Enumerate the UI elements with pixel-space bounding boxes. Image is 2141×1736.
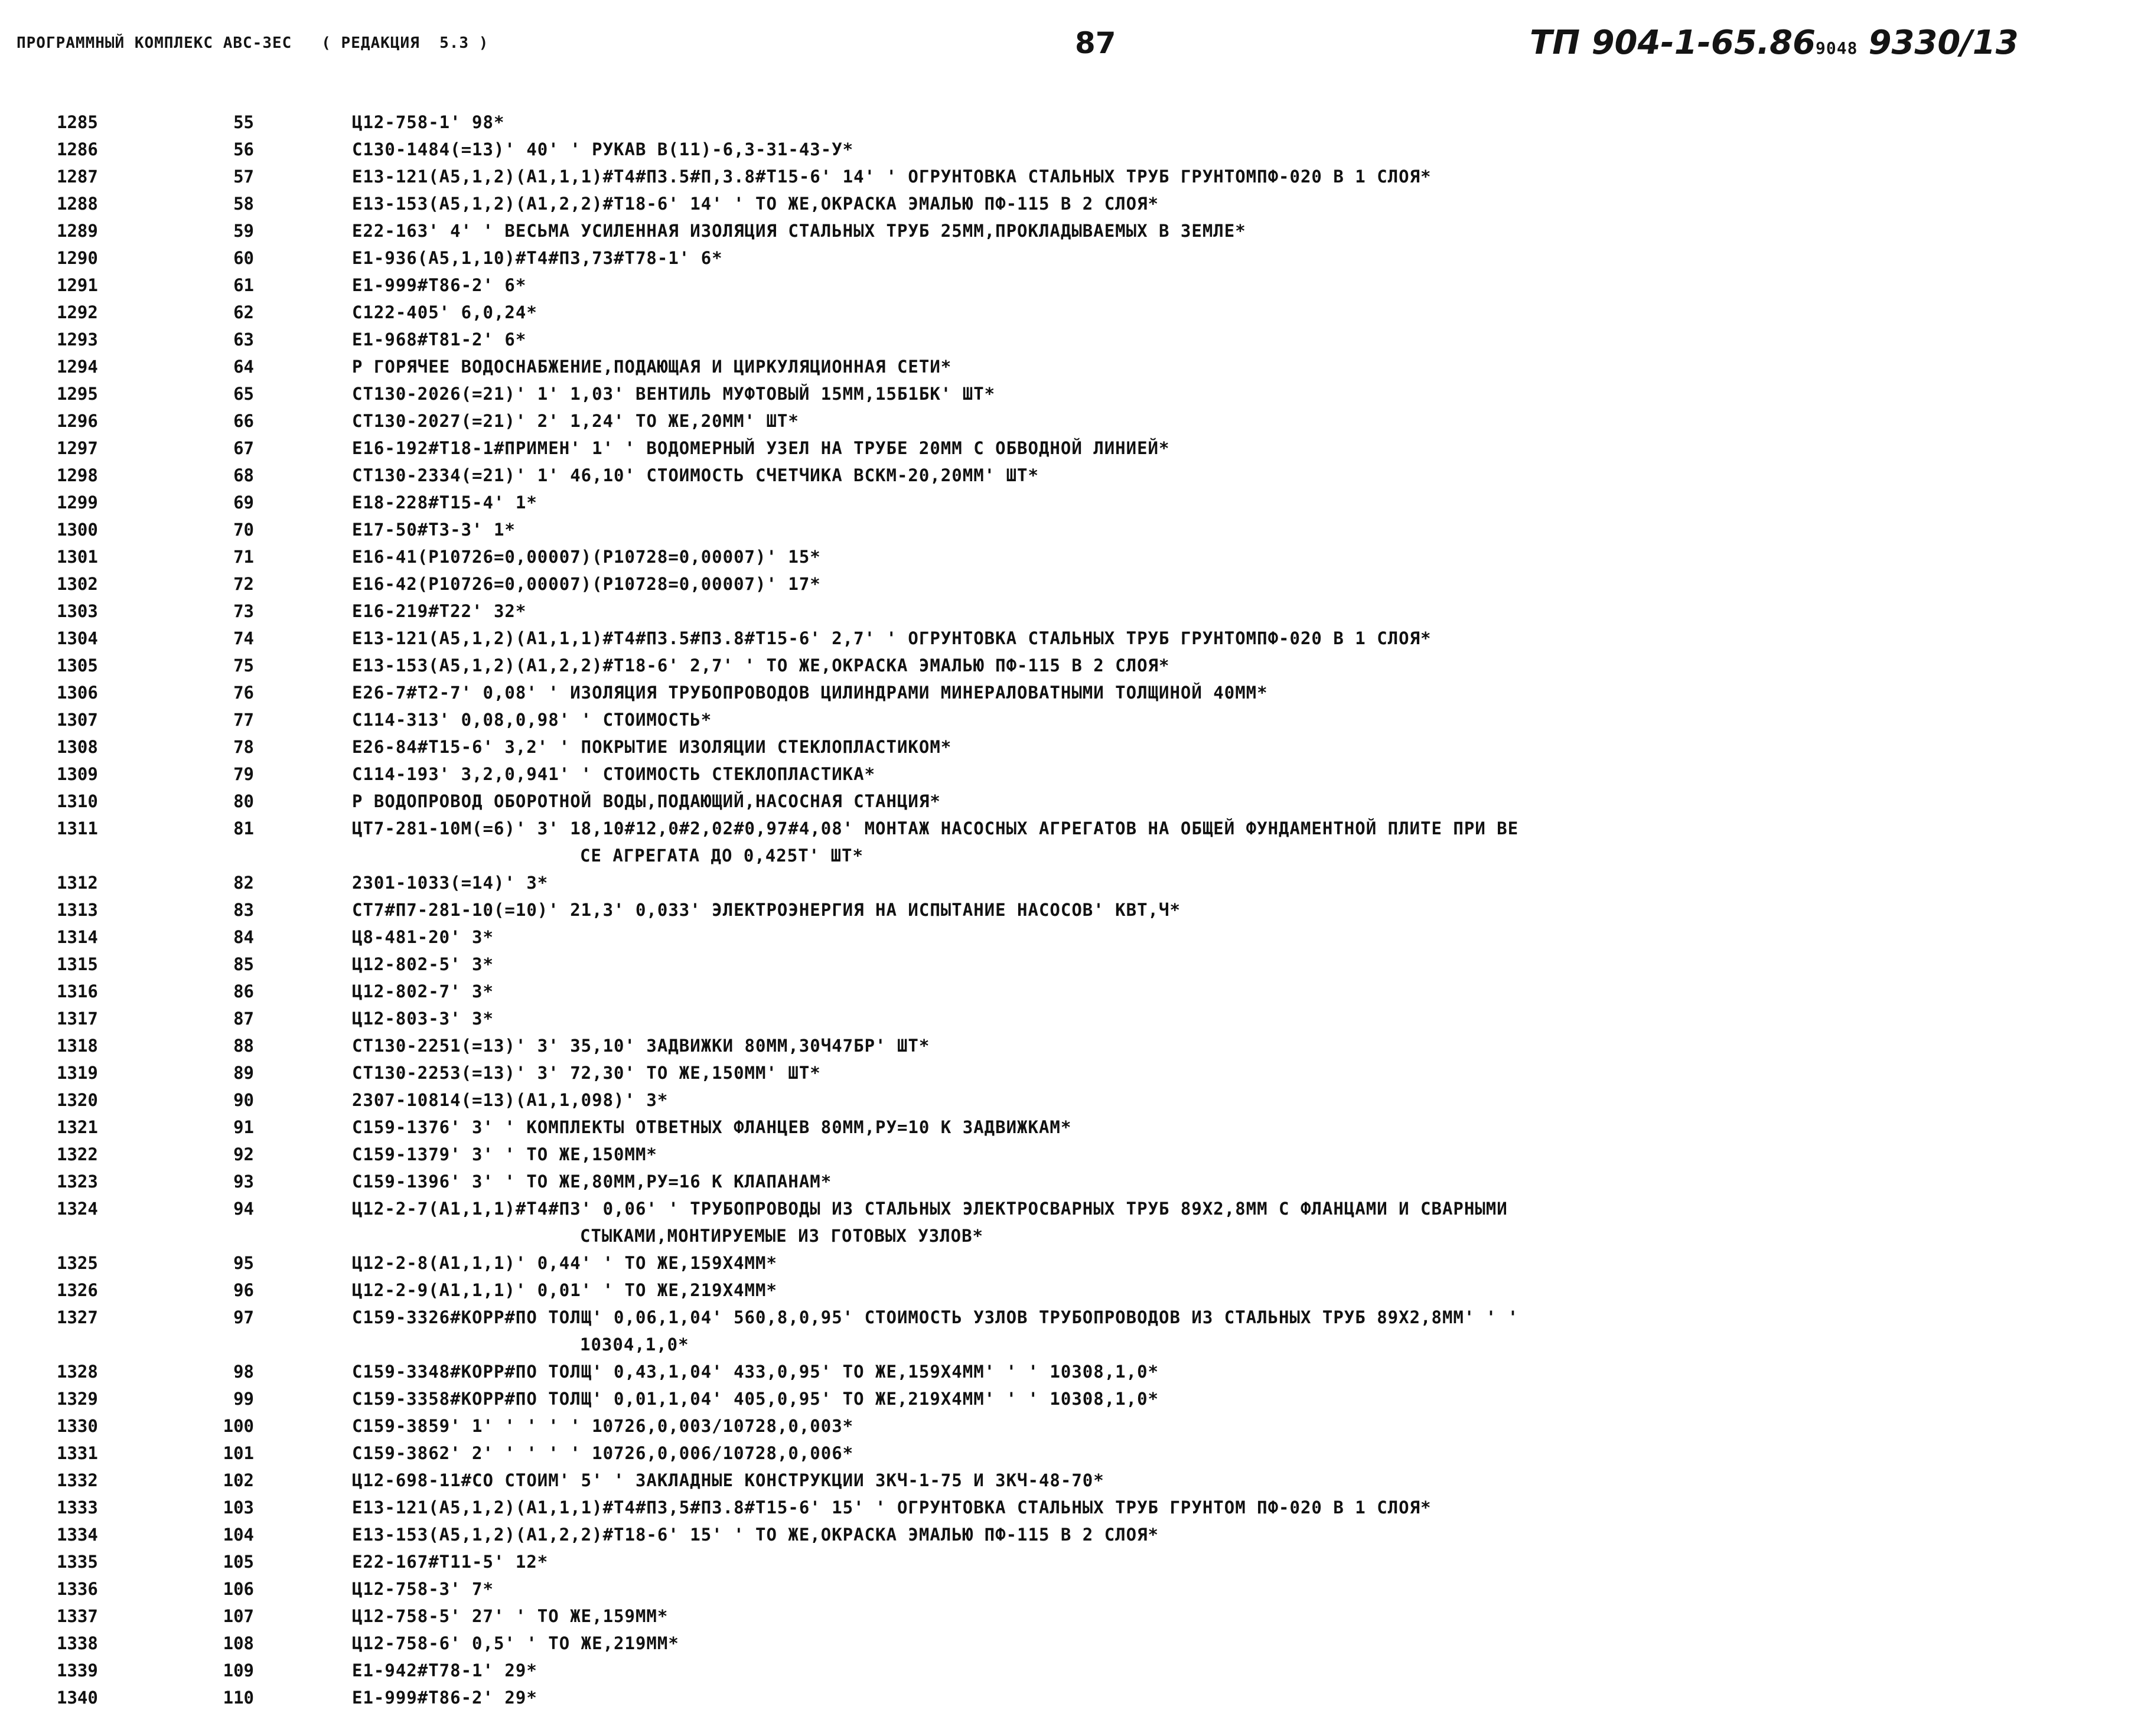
line-number: 1296 — [57, 411, 98, 431]
sequence-number: 67 — [233, 438, 254, 458]
statement-line: Е1-968#Т81-2' 6* — [352, 329, 527, 350]
line-number: 1295 — [57, 384, 98, 404]
statement-line: Е13-121(А5,1,2)(А1,1,1)#Т4#П3,5#П3.8#Т15-6' 15' ' ОГРУНТОВКА СТАЛЬНЫХ ТРУБ ГРУНТОМ ПФ-020 В 1 СЛОЯ* — [352, 1497, 1432, 1518]
statement-line: С114-313' 0,08,0,98' ' СТОИМОСТЬ* — [352, 710, 712, 730]
statement-line: С159-3862' 2' ' ' ' ' 10726,0,006/10728,0,006* — [352, 1443, 854, 1463]
sequence-number: 61 — [233, 275, 254, 295]
listing-row — [0, 516, 2141, 543]
listing-row — [0, 244, 2141, 272]
listing-row — [0, 598, 2141, 625]
doc-code: 9048 — [1816, 38, 1858, 58]
listing-row — [0, 761, 2141, 788]
statement-line: Ц12-802-7' 3* — [352, 981, 494, 1001]
statement-continuation: СТЫКАМИ,МОНТИРУЕМЫЕ ИЗ ГОТОВЫХ УЗЛОВ* — [580, 1226, 984, 1246]
line-number: 1335 — [57, 1552, 98, 1572]
listing-row — [0, 706, 2141, 733]
statement-text — [352, 679, 2130, 706]
listing-row — [0, 896, 2141, 924]
sequence-number: 68 — [233, 465, 254, 485]
statement-text — [352, 733, 2130, 761]
line-number: 1299 — [57, 492, 98, 513]
line-number: 1286 — [57, 139, 98, 159]
listing-row — [0, 1603, 2141, 1630]
listing-row — [0, 733, 2141, 761]
statement-line: Е26-84#Т15-6' 3,2' ' ПОКРЫТИЕ ИЗОЛЯЦИИ СТЕКЛОПЛАСТИКОМ* — [352, 737, 952, 757]
line-number: 1312 — [57, 873, 98, 893]
listing-row — [0, 217, 2141, 244]
statement-text — [352, 1358, 2130, 1385]
listing-row — [0, 1412, 2141, 1440]
statement-line: СТ7#П7-281-10(=10)' 21,3' 0,033' ЭЛЕКТРОЭНЕРГИЯ НА ИСПЫТАНИЕ НАСОСОВ' КВТ,Ч* — [352, 900, 1181, 920]
statement-line: Е26-7#Т2-7' 0,08' ' ИЗОЛЯЦИЯ ТРУБОПРОВОДОВ ЦИЛИНДРАМИ МИНЕРАЛОВАТНЫМИ ТОЛЩИНОЙ 40ММ* — [352, 683, 1268, 703]
listing-row — [0, 1249, 2141, 1277]
listing-row — [0, 272, 2141, 299]
page-number: 87 — [1075, 26, 1116, 60]
line-number: 1311 — [57, 818, 98, 838]
sequence-number: 109 — [223, 1660, 254, 1680]
doc-ref: ТП 904-1-65.86 — [1530, 24, 1816, 62]
statement-line: Е22-163' 4' ' ВЕСЬМА УСИЛЕННАЯ ИЗОЛЯЦИЯ СТАЛЬНЫХ ТРУБ 25ММ,ПРОКЛАДЫВАЕМЫХ В ЗЕМЛЕ* — [352, 221, 1246, 241]
sequence-number: 94 — [233, 1199, 254, 1219]
sequence-number: 105 — [223, 1552, 254, 1572]
line-number: 1300 — [57, 520, 98, 540]
sequence-number: 70 — [233, 520, 254, 540]
statement-line: Е13-153(А5,1,2)(А1,2,2)#Т18-6' 2,7' ' ТО ЖЕ,ОКРАСКА ЭМАЛЬЮ ПФ-115 В 2 СЛОЯ* — [352, 655, 1170, 676]
line-number: 1331 — [57, 1443, 98, 1463]
sequence-number: 101 — [223, 1443, 254, 1463]
sequence-number: 96 — [233, 1280, 254, 1300]
statement-text — [352, 1168, 2130, 1195]
statement-line: Ц12-698-11#СО СТОИМ' 5' ' ЗАКЛАДНЫЕ КОНСТРУКЦИИ 3КЧ-1-75 И 3КЧ-48-70* — [352, 1470, 1104, 1490]
statement-text — [352, 1114, 2130, 1141]
sequence-number: 86 — [233, 981, 254, 1001]
line-number: 1301 — [57, 547, 98, 567]
statement-line: С159-1376' 3' ' КОМПЛЕКТЫ ОТВЕТНЫХ ФЛАНЦЕВ 80ММ,РУ=10 К ЗАДВИЖКАМ* — [352, 1117, 1072, 1137]
statement-text — [352, 1032, 2130, 1059]
sequence-number: 92 — [233, 1144, 254, 1164]
line-number: 1329 — [57, 1389, 98, 1409]
listing-row — [0, 1114, 2141, 1141]
statement-text — [352, 625, 2130, 652]
statement-line: Е16-42(Р10726=0,00007)(Р10728=0,00007)' 17* — [352, 574, 821, 594]
statement-text — [352, 1412, 2130, 1440]
listing-row — [0, 163, 2141, 190]
statement-text — [352, 1575, 2130, 1603]
document-reference — [1530, 24, 2019, 62]
sequence-number: 80 — [233, 791, 254, 811]
sequence-number: 64 — [233, 357, 254, 377]
listing-row — [0, 136, 2141, 163]
listing-row — [0, 462, 2141, 489]
sequence-number: 104 — [223, 1525, 254, 1545]
line-number: 1321 — [57, 1117, 98, 1137]
line-number: 1333 — [57, 1497, 98, 1518]
line-number: 1338 — [57, 1633, 98, 1653]
sequence-number: 89 — [233, 1063, 254, 1083]
statement-text — [352, 924, 2130, 951]
line-number: 1287 — [57, 167, 98, 187]
sequence-number: 62 — [233, 302, 254, 322]
line-number: 1285 — [57, 112, 98, 132]
listing-row — [0, 1630, 2141, 1657]
sequence-number: 82 — [233, 873, 254, 893]
sequence-number: 55 — [233, 112, 254, 132]
statement-line: Е13-153(А5,1,2)(А1,2,2)#Т18-6' 14' ' ТО ЖЕ,ОКРАСКА ЭМАЛЬЮ ПФ-115 В 2 СЛОЯ* — [352, 194, 1159, 214]
statement-line: Е16-41(Р10726=0,00007)(Р10728=0,00007)' 15* — [352, 547, 821, 567]
statement-line: Е1-999#Т86-2' 29* — [352, 1688, 537, 1708]
statement-text — [352, 1684, 2130, 1711]
sequence-number: 98 — [233, 1362, 254, 1382]
statement-text — [352, 109, 2130, 136]
line-number: 1319 — [57, 1063, 98, 1083]
line-number: 1289 — [57, 221, 98, 241]
statement-line: Е16-219#Т22' 32* — [352, 601, 527, 621]
line-number: 1326 — [57, 1280, 98, 1300]
listing-row — [0, 1494, 2141, 1521]
statement-text — [352, 598, 2130, 625]
line-number: 1315 — [57, 954, 98, 974]
sequence-number: 90 — [233, 1090, 254, 1110]
statement-text — [352, 1385, 2130, 1412]
statement-text — [352, 1494, 2130, 1521]
sequence-number: 85 — [233, 954, 254, 974]
sequence-number: 91 — [233, 1117, 254, 1137]
sequence-number: 60 — [233, 248, 254, 268]
line-number: 1323 — [57, 1172, 98, 1192]
statement-text — [352, 190, 2130, 217]
sequence-number: 75 — [233, 655, 254, 676]
line-number: 1325 — [57, 1253, 98, 1273]
sequence-number: 63 — [233, 329, 254, 350]
sequence-number: 108 — [223, 1633, 254, 1653]
statement-line: С159-1379' 3' ' ТО ЖЕ,150ММ* — [352, 1144, 657, 1164]
listing-row — [0, 1467, 2141, 1494]
statement-text — [352, 163, 2130, 190]
sequence-number: 56 — [233, 139, 254, 159]
line-number: 1314 — [57, 927, 98, 947]
statement-text — [352, 652, 2130, 679]
statement-line: Е16-192#Т18-1#ПРИМЕН' 1' ' ВОДОМЕРНЫЙ УЗЕЛ НА ТРУБЕ 20ММ С ОБВОДНОЙ ЛИНИЕЙ* — [352, 438, 1170, 458]
statement-line: Р ВОДОПРОВОД ОБОРОТНОЙ ВОДЫ,ПОДАЮЩИЙ,НАСОСНАЯ СТАНЦИЯ* — [352, 791, 941, 811]
sequence-number: 77 — [233, 710, 254, 730]
listing-row — [0, 380, 2141, 407]
listing-row — [0, 407, 2141, 435]
sequence-number: 65 — [233, 384, 254, 404]
statement-line: Е1-999#Т86-2' 6* — [352, 275, 527, 295]
line-number: 1306 — [57, 683, 98, 703]
statement-continuation: 10304,1,0* — [580, 1334, 689, 1355]
line-number: 1327 — [57, 1307, 98, 1327]
line-number: 1334 — [57, 1525, 98, 1545]
line-number: 1337 — [57, 1606, 98, 1626]
line-number: 1330 — [57, 1416, 98, 1436]
listing-row — [0, 1385, 2141, 1412]
sequence-number: 58 — [233, 194, 254, 214]
sequence-number: 66 — [233, 411, 254, 431]
listing-row — [0, 353, 2141, 380]
line-number: 1309 — [57, 764, 98, 784]
statement-line: С159-1396' 3' ' ТО ЖЕ,80ММ,РУ=16 К КЛАПАНАМ* — [352, 1172, 832, 1192]
program-header: ПРОГРАММНЫЙ КОМПЛЕКС АВС-ЗЕС ( РЕДАКЦИЯ 5.3 ) — [17, 34, 489, 52]
sequence-number: 78 — [233, 737, 254, 757]
sequence-number: 69 — [233, 492, 254, 513]
line-number: 1302 — [57, 574, 98, 594]
line-number: 1313 — [57, 900, 98, 920]
statement-line: Е1-936(А5,1,10)#Т4#П3,73#Т78-1' 6* — [352, 248, 723, 268]
line-number: 1332 — [57, 1470, 98, 1490]
line-number: 1305 — [57, 655, 98, 676]
line-number: 1292 — [57, 302, 98, 322]
listing-row — [0, 869, 2141, 896]
line-number: 1320 — [57, 1090, 98, 1110]
sequence-number: 81 — [233, 818, 254, 838]
statement-line: СТ130-2334(=21)' 1' 46,10' СТОИМОСТЬ СЧЕТЧИКА ВСКМ-20,20ММ' ШТ* — [352, 465, 1039, 485]
line-number: 1293 — [57, 329, 98, 350]
listing-row — [0, 1005, 2141, 1032]
sequence-number: 88 — [233, 1036, 254, 1056]
sequence-number: 79 — [233, 764, 254, 784]
statement-line: С159-3326#КОРР#ПО ТОЛЩ' 0,06,1,04' 560,8,0,95' СТОИМОСТЬ УЗЛОВ ТРУБОПРОВОДОВ ИЗ СТАЛЬНЫХ ТРУБ 89Х2,8ММ' ' ' — [352, 1307, 1519, 1327]
statement-line: Ц12-2-9(А1,1,1)' 0,01' ' ТО ЖЕ,219Х4ММ* — [352, 1280, 777, 1300]
listing-row — [0, 543, 2141, 570]
statement-text — [352, 761, 2130, 788]
line-number: 1304 — [57, 628, 98, 648]
statement-line: Е18-228#Т15-4' 1* — [352, 492, 537, 513]
line-number: 1328 — [57, 1362, 98, 1382]
statement-text — [352, 353, 2130, 380]
listing-row — [0, 1141, 2141, 1168]
statement-line: С159-3358#КОРР#ПО ТОЛЩ' 0,01,1,04' 405,0,95' ТО ЖЕ,219Х4ММ' ' ' 10308,1,0* — [352, 1389, 1159, 1409]
listing-row — [0, 1277, 2141, 1304]
line-number: 1317 — [57, 1009, 98, 1029]
listing-row — [0, 435, 2141, 462]
sequence-number: 100 — [223, 1416, 254, 1436]
listing-row — [0, 299, 2141, 326]
statement-text — [352, 217, 2130, 244]
line-number: 1310 — [57, 791, 98, 811]
sequence-number: 107 — [223, 1606, 254, 1626]
statement-text — [352, 435, 2130, 462]
listing-row — [0, 652, 2141, 679]
statement-text — [352, 1548, 2130, 1575]
line-number: 1308 — [57, 737, 98, 757]
statement-line: Е17-50#Т3-3' 1* — [352, 520, 516, 540]
listing-row — [0, 1195, 2141, 1249]
statement-text — [352, 869, 2130, 896]
statement-line: Е13-121(А5,1,2)(А1,1,1)#Т4#П3.5#П,3.8#Т15-6' 14' ' ОГРУНТОВКА СТАЛЬНЫХ ТРУБ ГРУНТОМПФ-020 В 1 СЛОЯ* — [352, 167, 1432, 187]
sequence-number: 95 — [233, 1253, 254, 1273]
sequence-number: 93 — [233, 1172, 254, 1192]
line-number: 1294 — [57, 357, 98, 377]
handwritten-stamp: 9330/13 — [1868, 24, 2019, 62]
line-number: 1307 — [57, 710, 98, 730]
listing-row — [0, 326, 2141, 353]
statement-text — [352, 462, 2130, 489]
line-number: 1288 — [57, 194, 98, 214]
sequence-number: 84 — [233, 927, 254, 947]
statement-line: Ц12-758-6' 0,5' ' ТО ЖЕ,219ММ* — [352, 1633, 679, 1653]
line-number: 1303 — [57, 601, 98, 621]
statement-text — [352, 1440, 2130, 1467]
listing-row — [0, 1086, 2141, 1114]
listing — [0, 109, 2141, 1711]
line-number: 1291 — [57, 275, 98, 295]
statement-continuation: СЕ АГРЕГАТА ДО 0,425Т' ШТ* — [580, 846, 863, 866]
statement-line: Ц12-758-5' 27' ' ТО ЖЕ,159ММ* — [352, 1606, 669, 1626]
statement-line: СТ130-2027(=21)' 2' 1,24' ТО ЖЕ,20ММ' ШТ* — [352, 411, 799, 431]
statement-line: СТ130-2026(=21)' 1' 1,03' ВЕНТИЛЬ МУФТОВЫЙ 15ММ,15Б1БК' ШТ* — [352, 384, 996, 404]
statement-text — [352, 380, 2130, 407]
listing-row — [0, 570, 2141, 598]
statement-line: Е13-121(А5,1,2)(А1,1,1)#Т4#П3.5#П3.8#Т15-6' 2,7' ' ОГРУНТОВКА СТАЛЬНЫХ ТРУБ ГРУНТОМПФ-020 В 1 СЛОЯ* — [352, 628, 1432, 648]
statement-text — [352, 326, 2130, 353]
statement-text — [352, 815, 2130, 869]
line-number: 1336 — [57, 1579, 98, 1599]
statement-text — [352, 543, 2130, 570]
statement-text — [352, 706, 2130, 733]
line-number: 1318 — [57, 1036, 98, 1056]
statement-text — [352, 1603, 2130, 1630]
listing-row — [0, 924, 2141, 951]
listing-row — [0, 1575, 2141, 1603]
line-number: 1340 — [57, 1688, 98, 1708]
sequence-number: 73 — [233, 601, 254, 621]
sequence-number: 106 — [223, 1579, 254, 1599]
listing-row — [0, 951, 2141, 978]
statement-text — [352, 272, 2130, 299]
statement-line: Е22-167#Т11-5' 12* — [352, 1552, 549, 1572]
statement-line: Е13-153(А5,1,2)(А1,2,2)#Т18-6' 15' ' ТО ЖЕ,ОКРАСКА ЭМАЛЬЮ ПФ-115 В 2 СЛОЯ* — [352, 1525, 1159, 1545]
sequence-number: 97 — [233, 1307, 254, 1327]
sequence-number: 102 — [223, 1470, 254, 1490]
statement-text — [352, 570, 2130, 598]
statement-text — [352, 407, 2130, 435]
statement-line: Ц12-758-3' 7* — [352, 1579, 494, 1599]
statement-line: Ц12-758-1' 98* — [352, 112, 505, 132]
statement-text — [352, 1141, 2130, 1168]
listing-row — [0, 1440, 2141, 1467]
line-number: 1290 — [57, 248, 98, 268]
listing-row — [0, 978, 2141, 1005]
listing-row — [0, 1521, 2141, 1548]
sequence-number: 110 — [223, 1688, 254, 1708]
statement-line: Р ГОРЯЧЕЕ ВОДОСНАБЖЕНИЕ,ПОДАЮЩАЯ И ЦИРКУЛЯЦИОННАЯ СЕТИ* — [352, 357, 952, 377]
statement-line: Е1-942#Т78-1' 29* — [352, 1660, 537, 1680]
statement-line: Ц12-803-3' 3* — [352, 1009, 494, 1029]
line-number: 1322 — [57, 1144, 98, 1164]
listing-row — [0, 109, 2141, 136]
sequence-number: 76 — [233, 683, 254, 703]
statement-text — [352, 951, 2130, 978]
statement-text — [352, 136, 2130, 163]
statement-text — [352, 1467, 2130, 1494]
statement-text — [352, 1521, 2130, 1548]
statement-line: С159-3859' 1' ' ' ' ' 10726,0,003/10728,0,003* — [352, 1416, 854, 1436]
statement-line: С122-405' 6,0,24* — [352, 302, 537, 322]
listing-row — [0, 679, 2141, 706]
listing-row — [0, 625, 2141, 652]
statement-line: СТ130-2251(=13)' 3' 35,10' ЗАДВИЖКИ 80ММ,30Ч47БР' ШТ* — [352, 1036, 930, 1056]
sequence-number: 83 — [233, 900, 254, 920]
statement-text — [352, 896, 2130, 924]
listing-row — [0, 815, 2141, 869]
statement-line: ЦТ7-281-10М(=6)' 3' 18,10#12,0#2,02#0,97#4,08' МОНТАЖ НАСОСНЫХ АГРЕГАТОВ НА ОБЩЕЙ ФУНДАМЕНТНОЙ ПЛИТЕ ПРИ ВЕ — [352, 818, 1519, 838]
statement-line: Ц12-2-7(А1,1,1)#Т4#П3' 0,06' ' ТРУБОПРОВОДЫ ИЗ СТАЛЬНЫХ ЭЛЕКТРОСВАРНЫХ ТРУБ 89Х2,8ММ С ФЛАНЦАМИ И СВАРНЫМИ — [352, 1199, 1508, 1219]
statement-text — [352, 788, 2130, 815]
statement-line: Ц8-481-20' 3* — [352, 927, 494, 947]
line-number: 1316 — [57, 981, 98, 1001]
statement-line: 2301-1033(=14)' 3* — [352, 873, 549, 893]
statement-line: Ц12-802-5' 3* — [352, 954, 494, 974]
line-number: 1297 — [57, 438, 98, 458]
line-number: 1339 — [57, 1660, 98, 1680]
statement-line: С159-3348#КОРР#ПО ТОЛЩ' 0,43,1,04' 433,0,95' ТО ЖЕ,159Х4ММ' ' ' 10308,1,0* — [352, 1362, 1159, 1382]
sequence-number: 72 — [233, 574, 254, 594]
statement-text — [352, 1249, 2130, 1277]
statement-line: Ц12-2-8(А1,1,1)' 0,44' ' ТО ЖЕ,159Х4ММ* — [352, 1253, 777, 1273]
listing-row — [0, 1304, 2141, 1358]
statement-line: СТ130-2253(=13)' 3' 72,30' ТО ЖЕ,150ММ' ШТ* — [352, 1063, 821, 1083]
statement-line: С114-193' 3,2,0,941' ' СТОИМОСТЬ СТЕКЛОПЛАСТИКА* — [352, 764, 876, 784]
statement-text — [352, 1195, 2130, 1249]
statement-text — [352, 489, 2130, 516]
statement-text — [352, 1304, 2130, 1358]
listing-row — [0, 1657, 2141, 1684]
line-number: 1324 — [57, 1199, 98, 1219]
statement-text — [352, 1005, 2130, 1032]
listing-row — [0, 1548, 2141, 1575]
listing-row — [0, 1684, 2141, 1711]
statement-text — [352, 1277, 2130, 1304]
statement-text — [352, 1630, 2130, 1657]
listing-row — [0, 1358, 2141, 1385]
sequence-number: 103 — [223, 1497, 254, 1518]
statement-text — [352, 244, 2130, 272]
listing-row — [0, 190, 2141, 217]
sequence-number: 87 — [233, 1009, 254, 1029]
statement-text — [352, 1059, 2130, 1086]
listing-row — [0, 788, 2141, 815]
sequence-number: 59 — [233, 221, 254, 241]
statement-line: С130-1484(=13)' 40' ' РУКАВ В(11)-6,3-31-43-У* — [352, 139, 854, 159]
statement-text — [352, 1086, 2130, 1114]
statement-text — [352, 299, 2130, 326]
listing-row — [0, 1168, 2141, 1195]
statement-text — [352, 516, 2130, 543]
sequence-number: 57 — [233, 167, 254, 187]
statement-text — [352, 1657, 2130, 1684]
statement-line: 2307-10814(=13)(А1,1,098)' 3* — [352, 1090, 669, 1110]
statement-text — [352, 978, 2130, 1005]
sequence-number: 74 — [233, 628, 254, 648]
listing-row — [0, 489, 2141, 516]
listing-row — [0, 1032, 2141, 1059]
sequence-number: 99 — [233, 1389, 254, 1409]
listing-row — [0, 1059, 2141, 1086]
sequence-number: 71 — [233, 547, 254, 567]
line-number: 1298 — [57, 465, 98, 485]
